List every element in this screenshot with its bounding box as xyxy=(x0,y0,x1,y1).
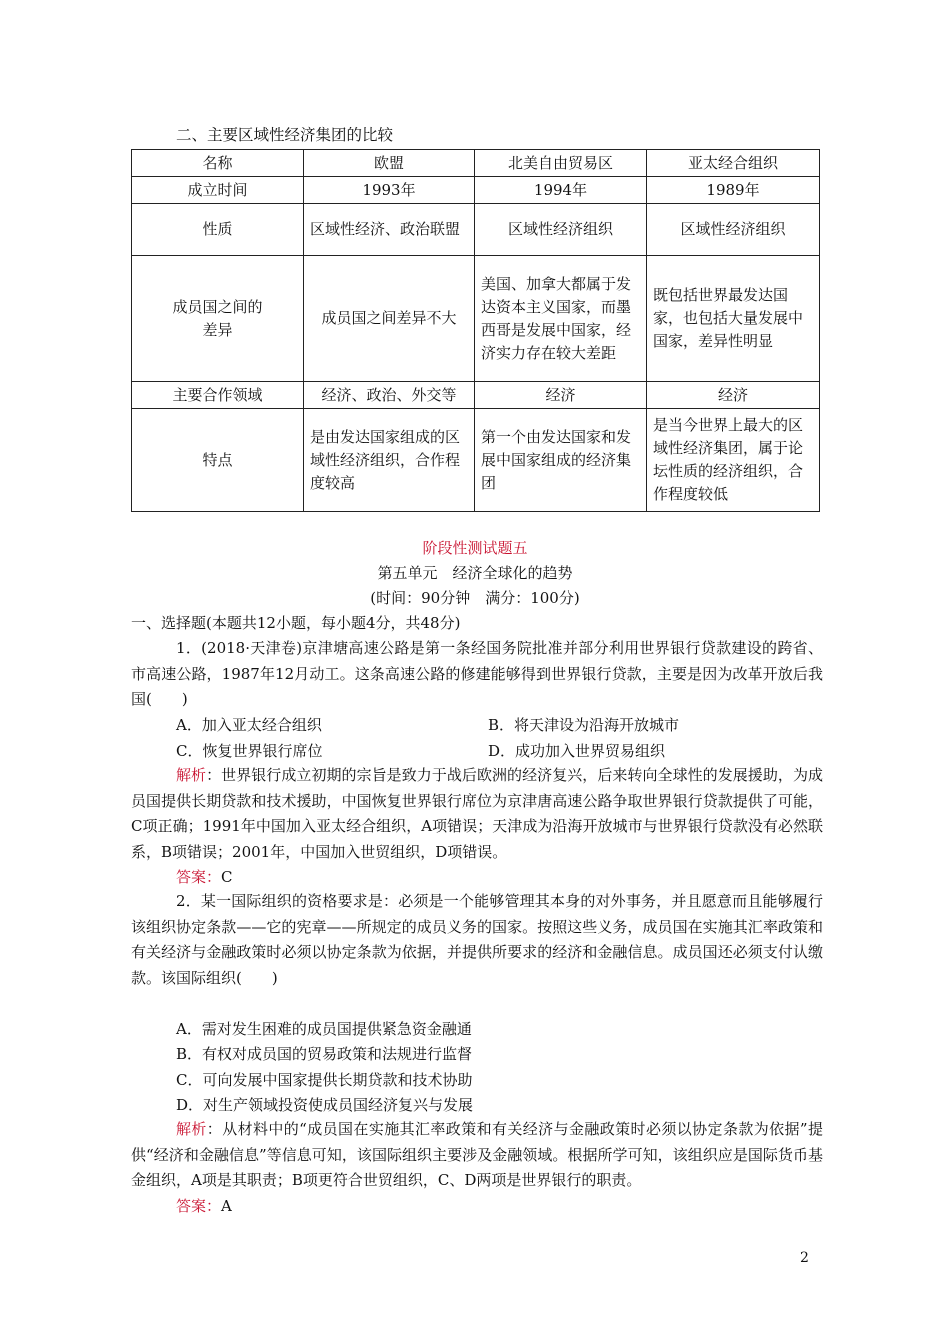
q2-answer xyxy=(176,1195,232,1216)
question-2-stem: 2．某一国际组织的资格要求是：必须是一个能够管理其本身的对外事务，并且愿意而且能够履行该组织协定条款——它的宪章——所规定的成员义务的国家。按照这些义务，成员国在实施其汇率政策和有关经济与金融政策时必须以协定条款为依据，并提供所要求的经济和金融信息。成员国还必须支付认缴款。该国际组织( ) xyxy=(131,892,823,987)
row-label: 特点 xyxy=(132,409,304,512)
table-row xyxy=(132,204,820,256)
table-cell: 经济、政治、外交等 xyxy=(304,382,475,409)
table-cell: 1993年 xyxy=(304,177,475,204)
table-cell: 1989年 xyxy=(647,177,820,204)
table-cell: 经济 xyxy=(475,382,647,409)
q2-option-d: D．对生产领域投资使成员国经济复兴与发展 xyxy=(176,1096,474,1114)
table-cell: 是由发达国家组成的区域性经济组织，合作程度较高 xyxy=(304,409,475,512)
analysis-text: ：世界银行成立初期的宗旨是致力于战后欧洲的经济复兴，后来转向全球性的发展援助，为成员国提供长期贷款和技术援助，中国恢复世界银行席位为京津唐高速公路争取世界银行贷款提供了可能，C项正确；1991年中国加入亚太经合组织，A项错误；天津成为沿海开放城市与世界银行贷款没有必然联系，B项错误；2001年，中国加入世贸组织，D项错误。 xyxy=(131,766,823,861)
q1-option-b: B．将天津设为沿海开放城市 xyxy=(488,716,680,734)
test-title: 阶段性测试题五 xyxy=(422,539,528,557)
analysis-label: 解析 xyxy=(176,766,207,784)
row-label: 成员国之间的差异 xyxy=(132,256,304,382)
q1-option-d: D．成功加入世界贸易组织 xyxy=(488,742,666,760)
page-number: 2 xyxy=(800,1250,809,1266)
answer-value: A xyxy=(221,1197,232,1215)
table-header-row xyxy=(132,150,820,177)
header-cell: 欧盟 xyxy=(304,150,475,177)
table-cell: 区域性经济组织 xyxy=(475,204,647,256)
question-1-stem: 1．(2018·天津卷)京津塘高速公路是第一条经国务院批准并部分利用世界银行贷款建设的跨省、市高速公路，1987年12月动工。这条高速公路的修建能够得到世界银行贷款，主要是因为改革开放后我国( ) xyxy=(131,639,823,708)
table-cell: 美国、加拿大都属于发达资本主义国家，而墨西哥是发展中国家，经济实力存在较大差距 xyxy=(475,256,647,382)
table-cell: 区域性经济组织 xyxy=(647,204,820,256)
header-cell: 名称 xyxy=(132,150,304,177)
comparison-table xyxy=(131,149,820,512)
time-info: (时间：90分钟 满分：100分) xyxy=(370,589,580,607)
q2-option-b: B．有权对成员国的贸易政策和法规进行监督 xyxy=(176,1045,473,1063)
table-row xyxy=(132,409,820,512)
table-row xyxy=(132,177,820,204)
table-cell: 1994年 xyxy=(475,177,647,204)
unit-title: 第五单元 经济全球化的趋势 xyxy=(377,564,573,582)
table-cell: 区域性经济、政治联盟 xyxy=(304,204,475,256)
answer-value: C xyxy=(221,868,233,886)
row-label: 成立时间 xyxy=(132,177,304,204)
q1-option-a: A．加入亚太经合组织 xyxy=(176,716,322,734)
table-row xyxy=(132,256,820,382)
analysis-label: 解析 xyxy=(176,1120,207,1138)
q2-option-c: C．可向发展中国家提供长期贷款和技术协助 xyxy=(176,1071,473,1089)
answer-label: 答案： xyxy=(176,1197,222,1215)
row-label: 主要合作领域 xyxy=(132,382,304,409)
table-cell: 经济 xyxy=(647,382,820,409)
section-title: 二、主要区域性经济集团的比较 xyxy=(176,126,394,144)
analysis-text: ：从材料中的“成员国在实施其汇率政策和有关经济与金融政策时必须以协定条款为依据”提供“经济和金融信息”等信息可知，该国际组织主要涉及金融领域。根据所学可知，该组织应是国际货币基金组织，A项是其职责；B项更符合世贸组织，C、D两项是世界银行的职责。 xyxy=(131,1120,823,1189)
section-heading: 一、选择题(本题共12小题，每小题4分，共48分) xyxy=(131,614,461,632)
table-cell: 既包括世界最发达国家，也包括大量发展中国家，差异性明显 xyxy=(647,256,820,382)
table-cell: 第一个由发达国家和发展中国家组成的经济集团 xyxy=(475,409,647,512)
q2-analysis xyxy=(131,1117,823,1194)
q2-option-a: A．需对发生困难的成员国提供紧急资金融通 xyxy=(176,1020,472,1038)
table-row xyxy=(132,382,820,409)
header-cell: 亚太经合组织 xyxy=(647,150,820,177)
table-cell: 是当今世界上最大的区域性经济集团，属于论坛性质的经济组织，合作程度较低 xyxy=(647,409,820,512)
header-cell: 北美自由贸易区 xyxy=(475,150,647,177)
q1-answer xyxy=(176,866,233,887)
row-label: 性质 xyxy=(132,204,304,256)
q1-analysis xyxy=(131,763,823,865)
table-cell: 成员国之间差异不大 xyxy=(304,256,475,382)
q1-option-c: C．恢复世界银行席位 xyxy=(176,742,323,760)
answer-label: 答案： xyxy=(176,868,222,886)
